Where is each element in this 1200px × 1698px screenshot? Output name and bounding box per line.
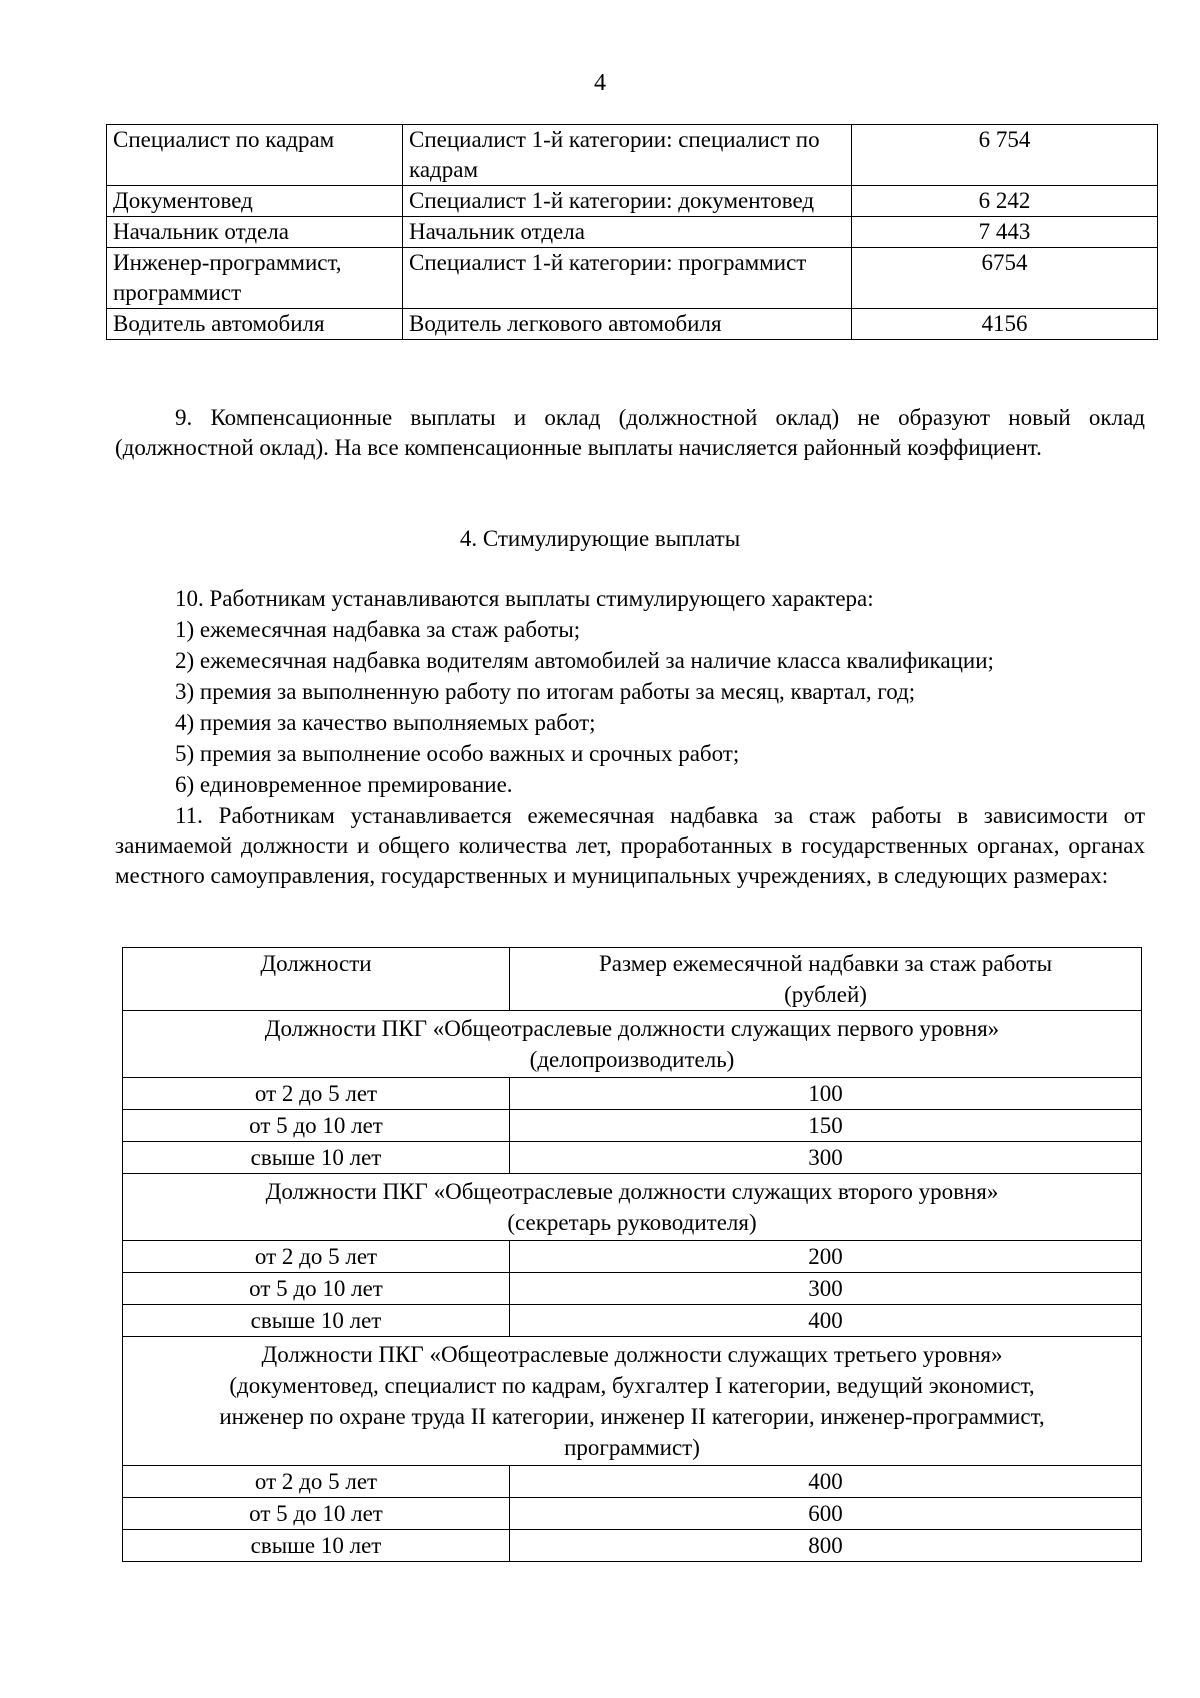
table-row xyxy=(123,1110,1142,1142)
group-title-line: инженер по охране труда II категории, инженер II категории, инженер-программист, xyxy=(219,1404,1045,1429)
amount-cell: 200 xyxy=(510,1241,1142,1273)
table-row xyxy=(123,1078,1142,1110)
period-cell: от 5 до 10 лет xyxy=(123,1273,510,1305)
table-row xyxy=(123,1466,1142,1498)
column-header-allowance-line: Размер ежемесячной надбавки за стаж работы xyxy=(598,951,1053,976)
group-title-line: Должности ПКГ «Общеотраслевые должности служащих первого уровня» xyxy=(264,1016,1000,1041)
group-header-row xyxy=(123,1337,1142,1466)
group-title xyxy=(123,1174,1142,1241)
position-cell: Документовед xyxy=(107,186,403,217)
paragraph-10-intro: 10. Работникам устанавливаются выплаты стимулирующего характера: xyxy=(175,586,874,611)
section-title: 4. Стимулирующие выплаты xyxy=(459,526,741,551)
category-cell: Водитель легкового автомобиля xyxy=(403,309,852,340)
position-cell: Инженер-программист, программист xyxy=(107,248,403,309)
salary-cell: 7 443 xyxy=(852,217,1158,248)
list-item: 3) премия за выполненную работу по итогам работы за месяц, квартал, год; xyxy=(175,679,916,704)
amount-cell: 400 xyxy=(510,1305,1142,1337)
list-item: 6) единовременное премирование. xyxy=(175,772,513,797)
amount-cell: 400 xyxy=(510,1466,1142,1498)
amount-cell: 100 xyxy=(510,1078,1142,1110)
table-row xyxy=(107,217,1158,248)
period-cell: от 5 до 10 лет xyxy=(123,1498,510,1530)
group-title-line: программист) xyxy=(564,1435,700,1460)
group-title xyxy=(123,1011,1142,1078)
table-row xyxy=(123,1241,1142,1273)
group-title xyxy=(123,1337,1142,1466)
table-row xyxy=(123,1498,1142,1530)
table-row xyxy=(123,1273,1142,1305)
column-header-positions: Должности xyxy=(123,948,510,1011)
amount-cell: 300 xyxy=(510,1273,1142,1305)
group-title-line: Должности ПКГ «Общеотраслевые должности служащих третьего уровня» xyxy=(261,1342,1003,1367)
table-row xyxy=(123,1530,1142,1562)
period-cell: свыше 10 лет xyxy=(123,1305,510,1337)
category-cell: Специалист 1-й категории: специалист по кадрам xyxy=(403,125,852,186)
list-item: 1) ежемесячная надбавка за стаж работы; xyxy=(175,617,581,642)
group-header-row xyxy=(123,1011,1142,1078)
period-cell: от 5 до 10 лет xyxy=(123,1110,510,1142)
table-row xyxy=(123,1305,1142,1337)
period-cell: от 2 до 5 лет xyxy=(123,1078,510,1110)
salary-cell: 4156 xyxy=(852,309,1158,340)
group-title-line: (секретарь руководителя) xyxy=(507,1210,757,1235)
period-cell: свыше 10 лет xyxy=(123,1142,510,1174)
category-cell: Специалист 1-й категории: программист xyxy=(403,248,852,309)
column-header-allowance xyxy=(510,948,1142,1011)
table-row xyxy=(107,248,1158,309)
salary-cell: 6 242 xyxy=(852,186,1158,217)
period-cell: свыше 10 лет xyxy=(123,1530,510,1562)
amount-cell: 300 xyxy=(510,1142,1142,1174)
salary-cell: 6754 xyxy=(852,248,1158,309)
amount-cell: 800 xyxy=(510,1530,1142,1562)
page-number: 4 xyxy=(594,70,606,96)
amount-cell: 600 xyxy=(510,1498,1142,1530)
column-header-allowance-unit: (рублей) xyxy=(784,982,867,1007)
group-title-line: (делопроизводитель) xyxy=(529,1047,735,1072)
paragraph-9: 9. Компенсационные выплаты и оклад (должностной оклад) не образуют новый оклад (должностной оклад). На все компенсационные выплаты начисляется районный коэффициент. xyxy=(115,405,1145,460)
period-cell: от 2 до 5 лет xyxy=(123,1241,510,1273)
positions-table xyxy=(106,124,1158,340)
table-row xyxy=(107,125,1158,186)
table-header-row xyxy=(123,948,1142,1011)
group-title-line: (документовед, специалист по кадрам, бухгалтер I категории, ведущий экономист, xyxy=(229,1373,1035,1398)
list-item: 2) ежемесячная надбавка водителям автомобилей за наличие класса квалификации; xyxy=(175,648,994,673)
period-cell: от 2 до 5 лет xyxy=(123,1466,510,1498)
salary-cell: 6 754 xyxy=(852,125,1158,186)
table-row xyxy=(123,1142,1142,1174)
position-cell: Специалист по кадрам xyxy=(107,125,403,186)
table-row xyxy=(107,309,1158,340)
table-row xyxy=(107,186,1158,217)
position-cell: Водитель автомобиля xyxy=(107,309,403,340)
group-header-row xyxy=(123,1174,1142,1241)
allowance-table xyxy=(122,947,1142,1562)
list-item: 5) премия за выполнение особо важных и срочных работ; xyxy=(175,741,740,766)
amount-cell: 150 xyxy=(510,1110,1142,1142)
category-cell: Специалист 1-й категории: документовед xyxy=(403,186,852,217)
group-title-line: Должности ПКГ «Общеотраслевые должности служащих второго уровня» xyxy=(265,1179,999,1204)
list-item: 4) премия за качество выполняемых работ; xyxy=(175,710,596,735)
position-cell: Начальник отдела xyxy=(107,217,403,248)
paragraph-11: 11. Работникам устанавливается ежемесячная надбавка за стаж работы в зависимости от занимаемой должности и общего количества лет, проработанных в государственных органах, органах местного самоуправления, государственных и муниципальных учреждениях, в следующих размерах: xyxy=(115,803,1145,888)
category-cell: Начальник отдела xyxy=(403,217,852,248)
